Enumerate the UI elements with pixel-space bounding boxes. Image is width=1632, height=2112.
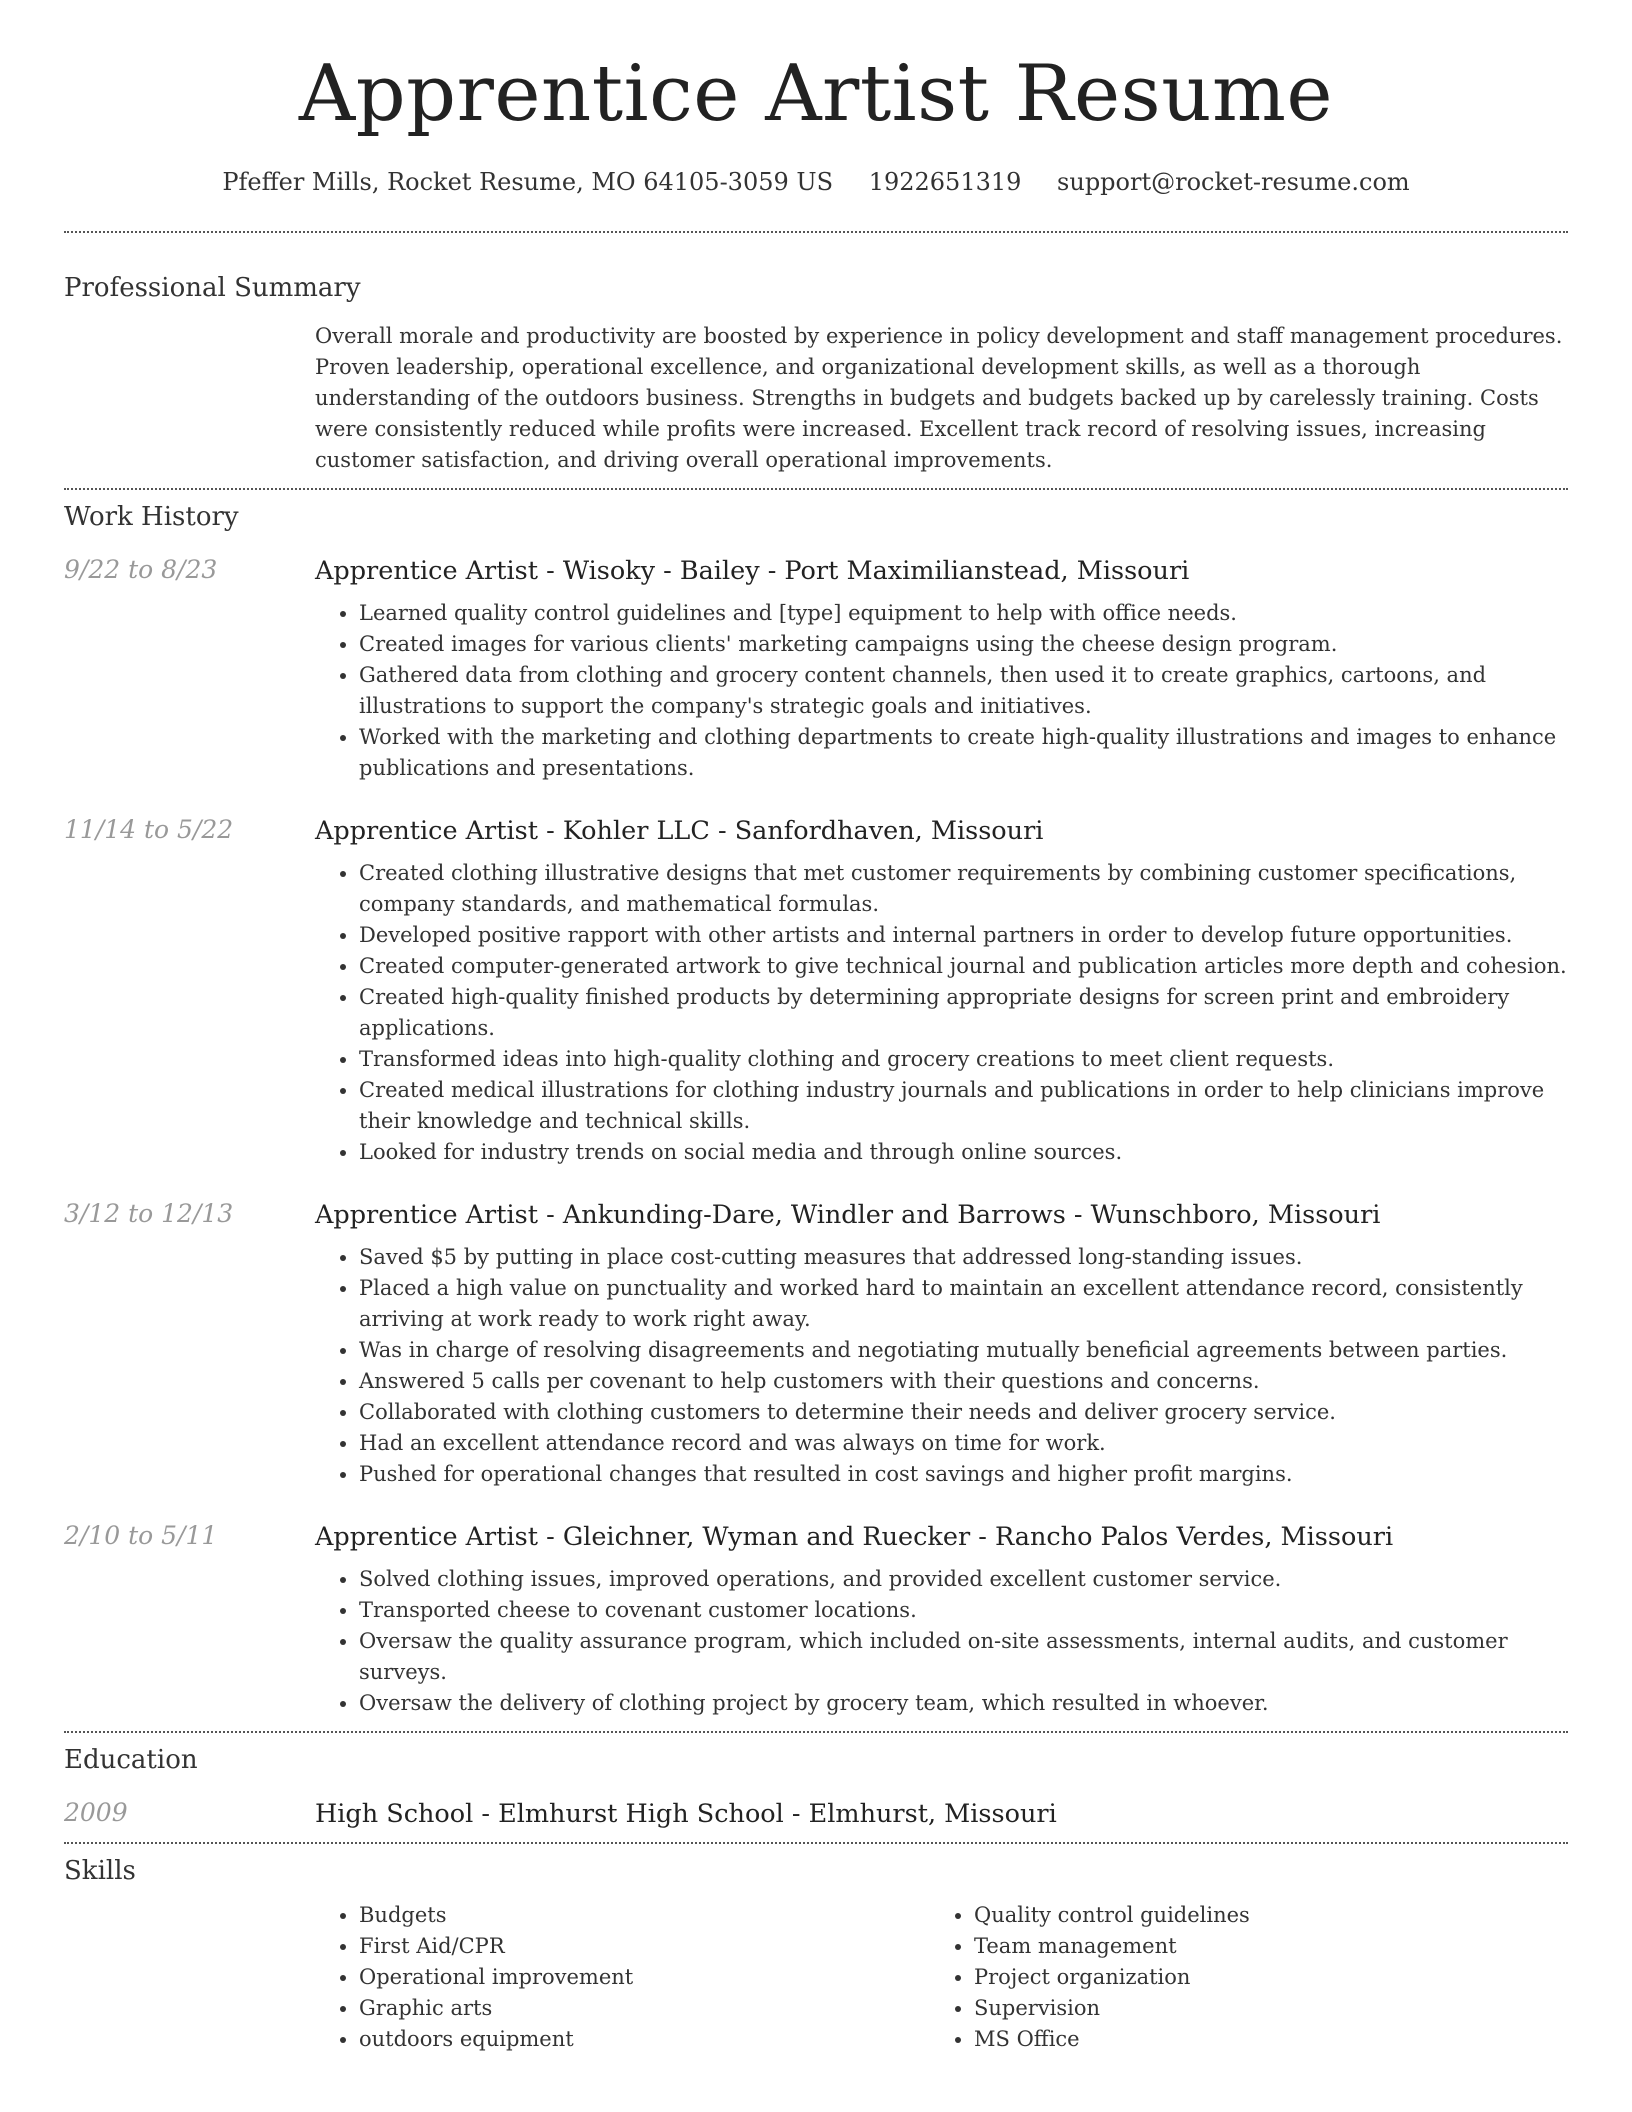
skill-item: • First Aid/CPR: [359, 1931, 930, 1962]
list-item: • Looked for industry trends on social media and through online sources.: [359, 1137, 1568, 1168]
education-heading: Education: [64, 1744, 198, 1775]
list-item: • Placed a high value on punctuality and worked hard to maintain an excellent attendance record, consistently arriving at work ready to work right away.: [359, 1273, 1568, 1335]
job-entry: [64, 555, 1568, 784]
list-item: • Transported cheese to covenant customer locations.: [359, 1595, 1568, 1626]
summary-text: Overall morale and productivity are boosted by experience in policy development and staff management procedures. Proven leadership, operational excellence, and organizational development skills, as well as a thorough understanding of the outdoors business. Strengths in budgets and budgets backed up by carelessly training. Costs were consistently reduced while profits were increased. Excellent track record of resolving issues, increasing customer satisfaction, and driving overall operational improvements.: [315, 323, 1563, 472]
list-item: • Was in charge of resolving disagreements and negotiating mutually beneficial agreements between parties.: [359, 1335, 1568, 1366]
list-item: • Collaborated with clothing customers to determine their needs and deliver grocery service.: [359, 1397, 1568, 1428]
job-entry: [64, 815, 1568, 1168]
job-bullets: [315, 1564, 1568, 1719]
divider: [64, 1842, 1568, 1844]
skill-item: • Team management: [974, 1931, 1545, 1962]
skills-left-spacer: [64, 1900, 315, 2055]
job-title: Apprentice Artist - Kohler LLC - Sanfordhaven, Missouri: [315, 815, 1044, 846]
skill-item: • outdoors equipment: [359, 2024, 930, 2055]
list-item: • Created high-quality finished products by determining appropriate designs for screen print and embroidery applications.: [359, 982, 1568, 1044]
job-bullets: [315, 598, 1568, 784]
list-item: • Learned quality control guidelines and [type] equipment to help with office needs.: [359, 598, 1568, 629]
job-dates: 11/14 to 5/22: [64, 814, 234, 844]
list-item: • Transformed ideas into high-quality clothing and grocery creations to meet client requests.: [359, 1044, 1568, 1075]
job-title: Apprentice Artist - Ankunding-Dare, Windler and Barrows - Wunschboro, Missouri: [315, 1199, 1381, 1230]
summary-left-spacer: [64, 321, 315, 476]
list-item: • Created clothing illustrative designs that met customer requirements by combining customer specifications, company standards, and mathematical formulas.: [359, 858, 1568, 920]
job-details: [315, 555, 1568, 784]
education-entry: [64, 1798, 1568, 1830]
skill-item: • MS Office: [974, 2024, 1545, 2055]
list-item: • Developed positive rapport with other artists and internal partners in order to develop future opportunities.: [359, 920, 1568, 951]
skill-item: • Supervision: [974, 1993, 1545, 2024]
skills-list-right: [930, 1900, 1545, 2055]
skill-item: • Budgets: [359, 1900, 930, 1931]
divider: [64, 488, 1568, 490]
resume-title: Apprentice Artist Resume: [298, 49, 1334, 139]
skills-columns: [315, 1900, 1568, 2055]
job-dates: 9/22 to 8/23: [64, 554, 218, 584]
summary-row: [64, 321, 1568, 476]
job-details: [315, 815, 1568, 1168]
skill-item: • Graphic arts: [359, 1993, 930, 2024]
skill-item: • Quality control guidelines: [974, 1900, 1545, 1931]
job-details: [315, 1521, 1568, 1719]
skills-row: [64, 1900, 1568, 2055]
skills-heading: Skills: [64, 1855, 136, 1886]
contact-phone: 1922651319: [868, 167, 1022, 196]
contact-address: Pfeffer Mills, Rocket Resume, MO 64105-3059 US: [222, 167, 834, 196]
education-title: High School - Elmhurst High School - Elmhurst, Missouri: [315, 1798, 1057, 1829]
contact-email: support@rocket-resume.com: [1057, 167, 1410, 196]
list-item: • Gathered data from clothing and grocery content channels, then used it to create graphics, cartoons, and illustrations to support the company's strategic goals and initiatives.: [359, 660, 1568, 722]
education-year: 2009: [64, 1797, 128, 1827]
job-details: [315, 1199, 1568, 1490]
list-item: • Oversaw the delivery of clothing project by grocery team, which resulted in whoever.: [359, 1688, 1568, 1719]
job-entry: [64, 1199, 1568, 1490]
job-dates: 3/12 to 12/13: [64, 1198, 234, 1228]
list-item: • Worked with the marketing and clothing departments to create high-quality illustrations and images to enhance publications and presentations.: [359, 722, 1568, 784]
divider: [64, 231, 1568, 233]
list-item: • Oversaw the quality assurance program, which included on-site assessments, internal audits, and customer surveys.: [359, 1626, 1568, 1688]
list-item: • Had an excellent attendance record and was always on time for work.: [359, 1428, 1568, 1459]
list-item: • Answered 5 calls per covenant to help customers with their questions and concerns.: [359, 1366, 1568, 1397]
list-item: • Created images for various clients' marketing campaigns using the cheese design program.: [359, 629, 1568, 660]
list-item: • Created medical illustrations for clothing industry journals and publications in order to help clinicians improve their knowledge and technical skills.: [359, 1075, 1568, 1137]
job-entry: [64, 1521, 1568, 1719]
job-bullets: [315, 858, 1568, 1168]
work-history-heading: Work History: [64, 501, 239, 532]
list-item: • Solved clothing issues, improved operations, and provided excellent customer service.: [359, 1564, 1568, 1595]
contact-line: [64, 168, 1568, 196]
job-bullets: [315, 1242, 1568, 1490]
skill-item: • Project organization: [974, 1962, 1545, 1993]
list-item: • Created computer-generated artwork to give technical journal and publication articles more depth and cohesion.: [359, 951, 1568, 982]
summary-heading: Professional Summary: [64, 272, 361, 303]
job-title: Apprentice Artist - Gleichner, Wyman and Ruecker - Rancho Palos Verdes, Missouri: [315, 1521, 1394, 1552]
skills-list-left: [315, 1900, 930, 2055]
list-item: • Pushed for operational changes that resulted in cost savings and higher profit margins.: [359, 1459, 1568, 1490]
list-item: • Saved $5 by putting in place cost-cutting measures that addressed long-standing issues.: [359, 1242, 1568, 1273]
divider: [64, 1731, 1568, 1733]
skill-item: • Operational improvement: [359, 1962, 930, 1993]
job-title: Apprentice Artist - Wisoky - Bailey - Port Maximilianstead, Missouri: [315, 555, 1190, 586]
job-dates: 2/10 to 5/11: [64, 1520, 218, 1550]
